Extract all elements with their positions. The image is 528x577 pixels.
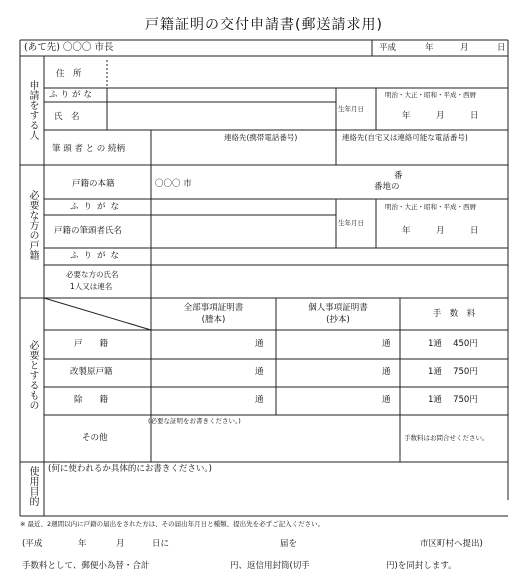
footer-fee-text: 手数料として、郵便小為替・合計 <box>22 561 150 571</box>
koseki-section-label: 必要な方の戸籍 <box>27 190 38 260</box>
applicant-address-label: 住 所 <box>56 69 82 79</box>
row-kaisei-label: 改製原戸籍 <box>70 367 113 377</box>
fee-header: 手 数 料 <box>432 309 476 319</box>
row-koseki-label: 戸 籍 <box>74 339 109 349</box>
purpose-section-label: 使用目的 <box>27 466 38 506</box>
application-date-day: 日 <box>497 43 506 53</box>
row-joseki-label: 除 籍 <box>74 395 109 405</box>
honseki-label: 戸籍の本籍 <box>72 179 115 189</box>
banchi-label-2: 番地の <box>374 182 400 192</box>
koseki-furigana-label: ふりがな <box>70 202 125 212</box>
purpose-hint: (何に使われるか具体的にお書きください。) <box>48 464 212 474</box>
row-joseki-fee: 1通 750円 <box>428 395 478 405</box>
person-name-label-2: 1人又は連名 <box>70 282 113 291</box>
row-kaisei-full-unit: 通 <box>255 367 264 377</box>
applicant-furigana-label: ふりがな <box>49 90 96 100</box>
partial-certificate-sub: (抄本) <box>326 315 350 325</box>
footer-day: 日に <box>152 539 170 549</box>
row-kaisei-fee: 1通 750円 <box>428 367 478 377</box>
contact-other-label: 連絡先(自宅又は連絡可能な電話番号) <box>342 133 468 142</box>
applicant-era-options: 明治・大正・昭和・平成・西暦 <box>385 91 476 99</box>
full-certificate-header: 全部事項証明書 <box>183 303 244 313</box>
row-kaisei-partial-unit: 通 <box>382 367 391 377</box>
footer-notification: 届を <box>280 539 298 549</box>
form-title: 戸籍証明の交付申請書(郵送請求用) <box>145 17 383 33</box>
contact-mobile-label: 連絡先(携帯電話番号) <box>224 133 298 142</box>
person-name-label-1: 必要な方の氏名 <box>66 270 119 279</box>
koseki-era-options: 明治・大正・昭和・平成・西暦 <box>385 203 476 211</box>
applicant-birth-label: 生年月日 <box>338 105 364 113</box>
other-fee-note: 手数料はお問合せください。 <box>404 434 489 442</box>
honseki-city: 〇〇〇 市 <box>155 179 192 189</box>
footer-submitted-to: 市区町村へ提出) <box>420 539 483 549</box>
needed-section-label: 必要とするもの <box>27 340 38 410</box>
row-joseki-full-unit: 通 <box>255 395 264 405</box>
footer-year: 年 <box>78 539 87 549</box>
row-joseki-partial-unit: 通 <box>382 395 391 405</box>
applicant-relation-label: 筆 頭 者 と の 続柄 <box>52 144 126 154</box>
application-date-month: 月 <box>460 43 469 53</box>
footer-enclosed-text: 円)を同封します。 <box>386 561 457 571</box>
banchi-label-1: 番 <box>394 171 403 181</box>
applicant-section-label: 申請をする人 <box>27 80 38 140</box>
koseki-birth-date: 年 月 日 <box>402 226 479 236</box>
row-koseki-partial-unit: 通 <box>382 339 391 349</box>
applicant-name-label: 氏 名 <box>54 112 80 122</box>
submission-note: ※ 最近、2週間以内に戸籍の届出をされた方は、その届出年月日と種類、提出先を必ずご記入ください。 <box>20 520 325 528</box>
person-furigana-label: ふりがな <box>70 251 125 261</box>
full-certificate-sub: (謄本) <box>201 315 226 325</box>
head-name-label: 戸籍の筆頭者氏名 <box>54 226 123 236</box>
koseki-birth-label: 生年月日 <box>338 219 364 227</box>
other-hint: (必要な証明をお書きください。) <box>148 417 241 425</box>
footer-era: (平成 <box>22 539 43 549</box>
application-date-year: 年 <box>425 43 434 53</box>
applicant-birth-date: 年 月 日 <box>402 111 479 121</box>
addressee-label: (あて先) 〇〇〇 市長 <box>24 42 114 53</box>
other-label: その他 <box>82 433 108 443</box>
row-koseki-fee: 1通 450円 <box>428 339 478 349</box>
footer-envelope-text: 円、返信用封筒(切手 <box>230 561 310 571</box>
partial-certificate-header: 個人事項証明書 <box>308 303 368 313</box>
application-date-era: 平成 <box>379 43 397 53</box>
row-koseki-full-unit: 通 <box>255 339 264 349</box>
footer-month: 月 <box>116 539 125 549</box>
